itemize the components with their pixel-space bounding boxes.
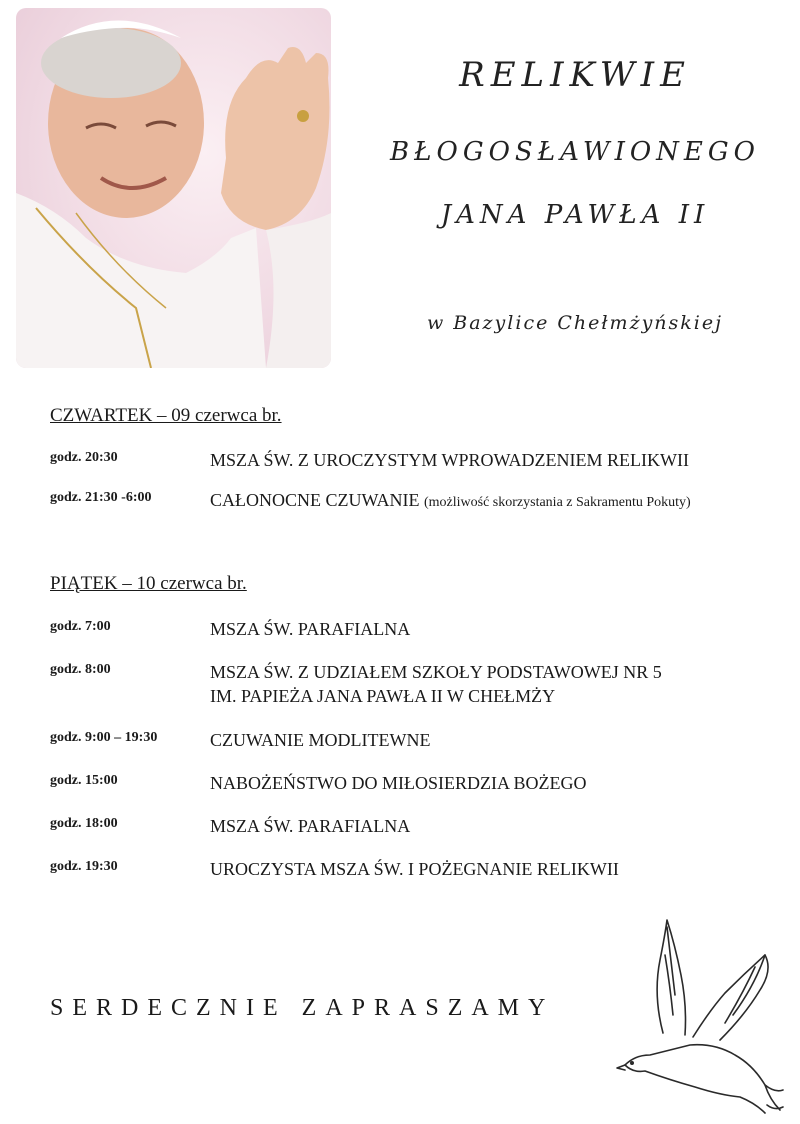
schedule-event: MSZA ŚW. Z UROCZYSTYM WPROWADZENIEM RELIKWII bbox=[210, 450, 689, 470]
schedule-time: godz. 18:00 bbox=[50, 816, 118, 831]
schedule-time: godz. 8:00 bbox=[50, 662, 111, 677]
schedule-event bbox=[210, 488, 691, 515]
pope-portrait-photo bbox=[16, 8, 331, 368]
dove-icon bbox=[615, 915, 785, 1120]
title-relikwie: RELIKWIE bbox=[459, 55, 691, 95]
schedule-event-line2: IM. PAPIEŻA JANA PAWŁA II W CHEŁMŻY bbox=[210, 686, 556, 706]
invitation-footer: SERDECZNIE ZAPRASZAMY bbox=[50, 995, 555, 1021]
schedule-time: godz. 21:30 -6:00 bbox=[50, 490, 152, 505]
schedule-event: NABOŻEŃSTWO DO MIŁOSIERDZIA BOŻEGO bbox=[210, 773, 587, 793]
schedule-event-line1: MSZA ŚW. Z UDZIAŁEM SZKOŁY PODSTAWOWEJ NR 5 bbox=[210, 662, 662, 682]
schedule-event-note: (możliwość skorzystania z Sakramentu Pokuty) bbox=[423, 495, 691, 510]
day-heading-thursday: CZWARTEK – 09 czerwca br. bbox=[50, 405, 282, 426]
title-line-blessed: BŁOGOSŁAWIONEGO bbox=[390, 137, 760, 167]
place-subtitle: w Bazylice Chełmżyńskiej bbox=[426, 312, 724, 334]
portrait-illustration bbox=[16, 8, 331, 368]
schedule-event: MSZA ŚW. PARAFIALNA bbox=[210, 816, 411, 836]
schedule-time: godz. 9:00 – 19:30 bbox=[50, 730, 158, 745]
day-heading-friday: PIĄTEK – 10 czerwca br. bbox=[50, 573, 247, 594]
schedule-event bbox=[210, 660, 662, 708]
schedule-event-text: CAŁONOCNE CZUWANIE bbox=[210, 490, 420, 510]
schedule-event: MSZA ŚW. PARAFIALNA bbox=[210, 619, 411, 639]
schedule-time: godz. 15:00 bbox=[50, 773, 118, 788]
schedule-time: godz. 19:30 bbox=[50, 859, 118, 874]
schedule-event: UROCZYSTA MSZA ŚW. I POŻEGNANIE RELIKWII bbox=[210, 859, 619, 879]
schedule-time: godz. 20:30 bbox=[50, 450, 118, 465]
schedule-event: CZUWANIE MODLITEWNE bbox=[210, 730, 431, 750]
schedule-time: godz. 7:00 bbox=[50, 619, 111, 634]
title-line-name: JANA PAWŁA II bbox=[440, 200, 710, 230]
